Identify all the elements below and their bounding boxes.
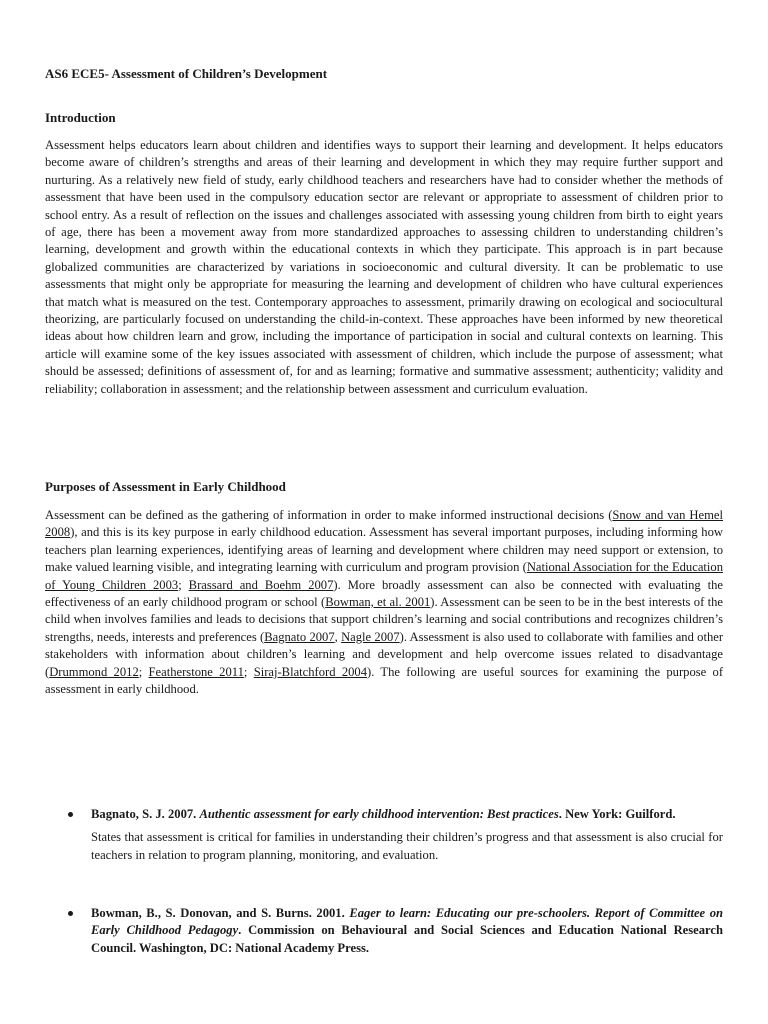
citation-link-snow[interactable]: Snow and van Hemel 2008 [45, 508, 723, 540]
purposes-paragraph: Assessment can be defined as the gathering of information in order to make informed instructional decisions (Snow and van Hemel 2008), and this is its key purpose in early childhood education. Assessment has several important purposes, including informing how teachers plan learning experiences, identifying areas of learning and development where children may need support or extension, to make valued learning visible, and integrating learning with curriculum and program provision (National Association for the Education of Young Children 2003; Brassard and Boehm 2007). More broadly assessment can also be connected with evaluating the effectiveness of an early childhood program or school (Bowman, et al. 2001). Assessment can be seen to be in the best interests of the child when involves families and leads to decisions that support children’s learning and social contributions and recognizes children’s strengths, needs, interests and preferences (Bagnato 2007, Nagle 2007). Assessment is also used to collaborate with families and other stakeholders with information about children’s learning and development and help overcome issues related to disadvantage (Drummond 2012; Featherstone 2011; Siraj-Blatchford 2004). The following are useful sources for examining the purpose of assessment in early childhood. [45, 508, 724, 697]
bullet-icon [68, 911, 73, 916]
bullet-icon [68, 812, 73, 817]
reference-annotation: States that assessment is critical for families in understanding their children’s progress and that assessment is also crucial for teachers in relation to program planning, monitoring, and evaluation. [91, 830, 723, 862]
citation-link-bowman[interactable]: Bowman, et al. 2001 [325, 595, 431, 610]
reference-item [45, 806, 723, 864]
document-title: AS6 ECE5- Assessment of Children’s Development [45, 66, 328, 81]
citation-link-featherstone[interactable]: Featherstone 2011 [148, 664, 244, 679]
citation-link-nagle[interactable]: Nagle 2007 [341, 629, 400, 644]
introduction-heading: Introduction [45, 110, 116, 125]
citation-link-drummond[interactable]: Drummond 2012 [49, 664, 139, 679]
citation-link-naeyc[interactable]: National Association for the Education of Young Children 2003 [45, 560, 723, 592]
citation-link-brassard[interactable]: Brassard and Boehm 2007 [188, 577, 334, 592]
introduction-paragraph: Assessment helps educators learn about children and identifies ways to support their learning and development. It helps educators become aware of children’s strengths and areas of their learning and development in which they may require further support and nurturing. As a relatively new field of study, early childhood teachers and researchers have had to consider whether the methods of assessment that have been used in the compulsory education sector are relevant or appropriate to assessment of children prior to school entry. As a result of reflection on the issues and challenges associated with assessing young children from birth to eight years of age, there has been a movement away from more standardized approaches to assessing children to understanding children’s learning, development and growth within the educational contexts in which they participate. This approach is in part because globalized communities are characterized by variations in socioeconomic and cultural diversity. It can be problematic to use assessments that might only be appropriate for measuring the learning and development of children who have cultural experiences that match what is measured on the test. Contemporary approaches to assessment, primarily drawing on ecological and sociocultural theorizing, are particularly focused on understanding the child-in-context. These approaches have been informed by new theoretical ideas about how children learn and grow, including the importance of participation in social and cultural contexts on learning. This article will examine some of the key issues associated with assessment of children, which include the purpose of assessment; what should be assessed; definitions of assessment of, for and as learning; formative and summative assessment; authenticity; validity and reliability; collaboration in assessment; and the relationship between assessment and curriculum evaluation. [45, 138, 723, 396]
purposes-heading: Purposes of Assessment in Early Childhood [45, 479, 286, 494]
citation-link-siraj-blatchford[interactable]: Siraj-Blatchford 2004 [253, 664, 368, 679]
reference-citation: Bowman, B., S. Donovan, and S. Burns. 2001. Eager to learn: Educating our pre-schoolers. Report of Committee on Early Childhood Pedagogy. Commission on Behavioural and Social Sciences and Education National Research Council. Washington, DC: National Academy Press. [91, 906, 723, 955]
citation-link-bagnato[interactable]: Bagnato 2007 [264, 629, 335, 644]
reference-citation: Bagnato, S. J. 2007. Authentic assessment for early childhood intervention: Best practices. New York: Guilford. [91, 807, 676, 821]
reference-item [45, 905, 723, 957]
